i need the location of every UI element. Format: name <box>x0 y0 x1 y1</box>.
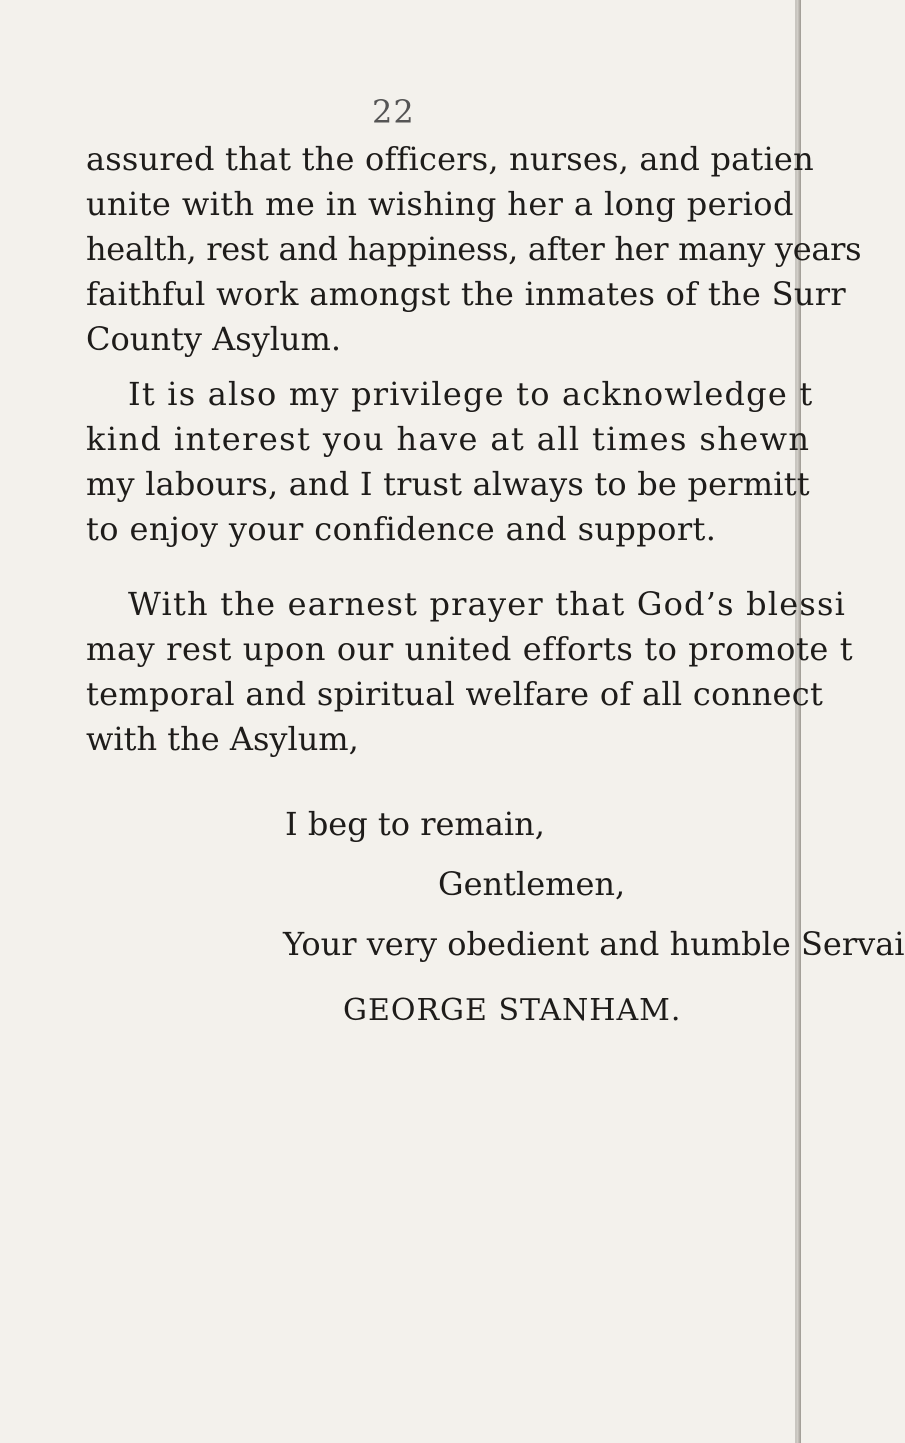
text-line: With the earnest prayer that God’s blessi <box>128 585 847 623</box>
text-line: County Asylum. <box>86 320 342 358</box>
text-line: to enjoy your confidence and support. <box>86 510 717 548</box>
paragraph-1 <box>86 137 862 362</box>
closing-salutation: Gentlemen, <box>438 865 626 903</box>
text-line: may rest upon our united efforts to promote t <box>86 630 854 668</box>
text-line: assured that the officers, nurses, and patien <box>86 140 814 178</box>
page-number: 22 <box>372 93 415 131</box>
text-line: kind interest you have at all times shewn <box>86 420 811 458</box>
text-line: health, rest and happiness, after her many years <box>86 230 862 268</box>
text-line: with the Asylum, <box>86 720 359 758</box>
closing-servant: Your very obedient and humble Servai <box>283 925 905 963</box>
signature: GEORGE STANHAM. <box>343 993 682 1028</box>
closing-remain: I beg to remain, <box>285 805 545 843</box>
text-line: my labours, and I trust always to be permitt <box>86 465 810 503</box>
paragraph-2 <box>86 372 868 552</box>
text-line: It is also my privilege to acknowledge t <box>128 375 814 413</box>
text-line: temporal and spiritual welfare of all connect <box>86 675 824 713</box>
text-line: unite with me in wishing her a long period <box>86 185 794 223</box>
text-line: faithful work amongst the inmates of the Surr <box>86 275 846 313</box>
paragraph-3 <box>86 582 868 762</box>
